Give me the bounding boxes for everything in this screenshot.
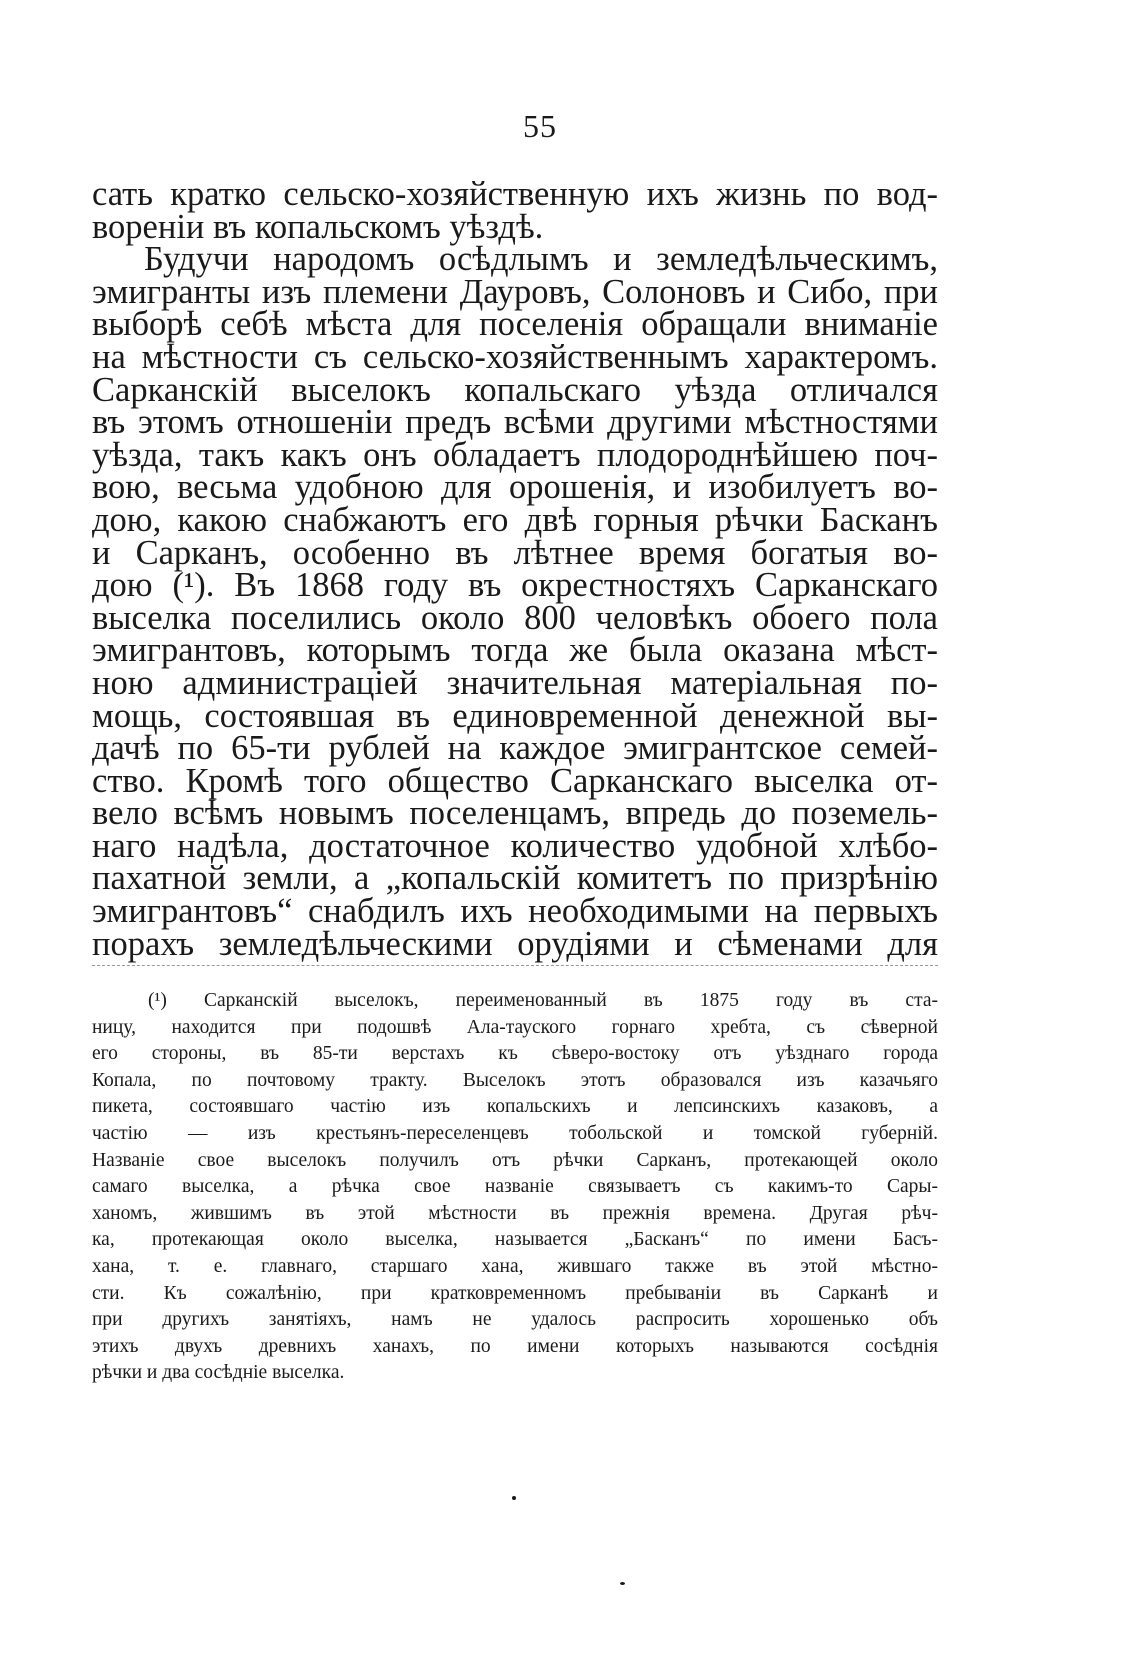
ink-speck [512,1496,516,1500]
footnote-line: пикета, состоявшаго частію изъ копальскихъ и лепсинскихъ казаковъ, а [92,1096,938,1118]
text-line: ство. Кромѣ того общество Сарканскаго выселка от- [92,761,938,800]
footnote [92,988,938,1387]
footnote-line: ка, протекающая около выселка, называется „Басканъ“ по имени Басъ- [92,1229,938,1251]
footnote-line: (¹) Сарканскій выселокъ, переименованный въ 1875 году въ ста- [148,990,938,1011]
text-line: вело всѣмъ новымъ поселенцамъ, впредь до поземель- [92,794,938,833]
text-line: вореніи въ копальскомъ уѣздѣ. [92,207,544,246]
text-line: Сарканскій выселокъ копальскаго уѣзда отличался [92,370,938,409]
text-line: вою, весьма удобною для орошенія, и изобилуетъ во- [92,468,938,507]
text-line: дачѣ по 65-ти рублей на каждое эмигрантское семей- [92,729,938,768]
text-line: ною администраціей значительная матеріальная по- [92,663,938,702]
footnote-line: ханомъ, жившимъ въ этой мѣстности въ прежнія времена. Другая рѣч- [92,1202,938,1224]
footnote-line: сти. Къ сожалѣнію, при кратковременномъ пребываніи въ Сарканѣ и [92,1282,938,1304]
text-line: въ этомъ отношеніи предъ всѣми другими мѣстностями [92,403,938,442]
footnote-divider [92,965,938,966]
text-line: выселка поселились около 800 человѣкъ обоего пола [92,598,938,637]
footnote-line: при другихъ занятіяхъ, намъ не удалось распросить хорошенько объ [92,1309,938,1331]
footnote-line: частію — изъ крестьянъ-переселенцевъ тобольской и томской губерній. [92,1122,938,1144]
text-line: эмигранты изъ племени Дауровъ, Солоновъ и Сибо, при [92,272,938,311]
page-number: 55 [523,108,557,144]
footnote-line: рѣчки и два сосѣдніе выселка. [92,1362,345,1384]
text-line: дою (¹). Въ 1868 году въ окрестностяхъ Сарканскаго [92,566,938,605]
text-line: дою, какою снабжаютъ его двѣ горныя рѣчки Басканъ [92,500,938,539]
footnote-line: этихъ двухъ древнихъ ханахъ, по имени которыхъ называются сосѣднія [92,1335,938,1357]
footnote-line: ницу, находится при подошвѣ Ала-тауского горнаго хребта, съ сѣверной [92,1016,938,1038]
text-line: Будучи народомъ осѣдлымъ и земледѣльческимъ, [144,240,938,279]
footnote-line: самаго выселка, а рѣчка свое названіе связываетъ съ какимъ-то Сары- [92,1176,938,1198]
footnote-line: хана, т. е. главнаго, старшаго хана, жившаго также въ этой мѣстно- [92,1255,938,1277]
main-text [92,175,938,963]
footnote-line: Названіе свое выселокъ получилъ отъ рѣчки Сарканъ, протекающей около [92,1149,938,1171]
text-line: сать кратко сельско-хозяйственную ихъ жизнь по вод- [92,175,938,213]
text-line: порахъ земледѣльческими орудіями и сѣменами для [92,924,938,963]
text-line: и Сарканъ, особенно въ лѣтнее время богатыя во- [92,533,938,572]
text-line: мощь, состоявшая въ единовременной денежной вы- [92,696,938,735]
text-line: наго надѣла, достаточное количество удобной хлѣбо- [92,826,938,865]
footnote-line: Копала, по почтовому тракту. Выселокъ этотъ образовался изъ казачьяго [92,1069,938,1091]
text-line: эмигрантовъ, которымъ тогда же была оказана мѣст- [92,631,938,670]
text-line: выборѣ себѣ мѣста для поселенія обращали вниманіе [92,305,938,344]
text-line: эмигрантовъ“ снабдилъ ихъ необходимыми на первыхъ [92,892,938,931]
text-line: на мѣстности съ сельско-хозяйственнымъ характеромъ. [92,337,938,376]
ink-speck [620,1582,625,1585]
footnote-line: его стороны, въ 85-ти верстахъ къ сѣверо-востоку отъ уѣзднаго города [92,1043,938,1065]
text-line: уѣзда, такъ какъ онъ обладаетъ плодороднѣйшею поч- [92,435,938,474]
text-line: пахатной земли, а „копальскій комитетъ по призрѣнію [92,859,938,898]
